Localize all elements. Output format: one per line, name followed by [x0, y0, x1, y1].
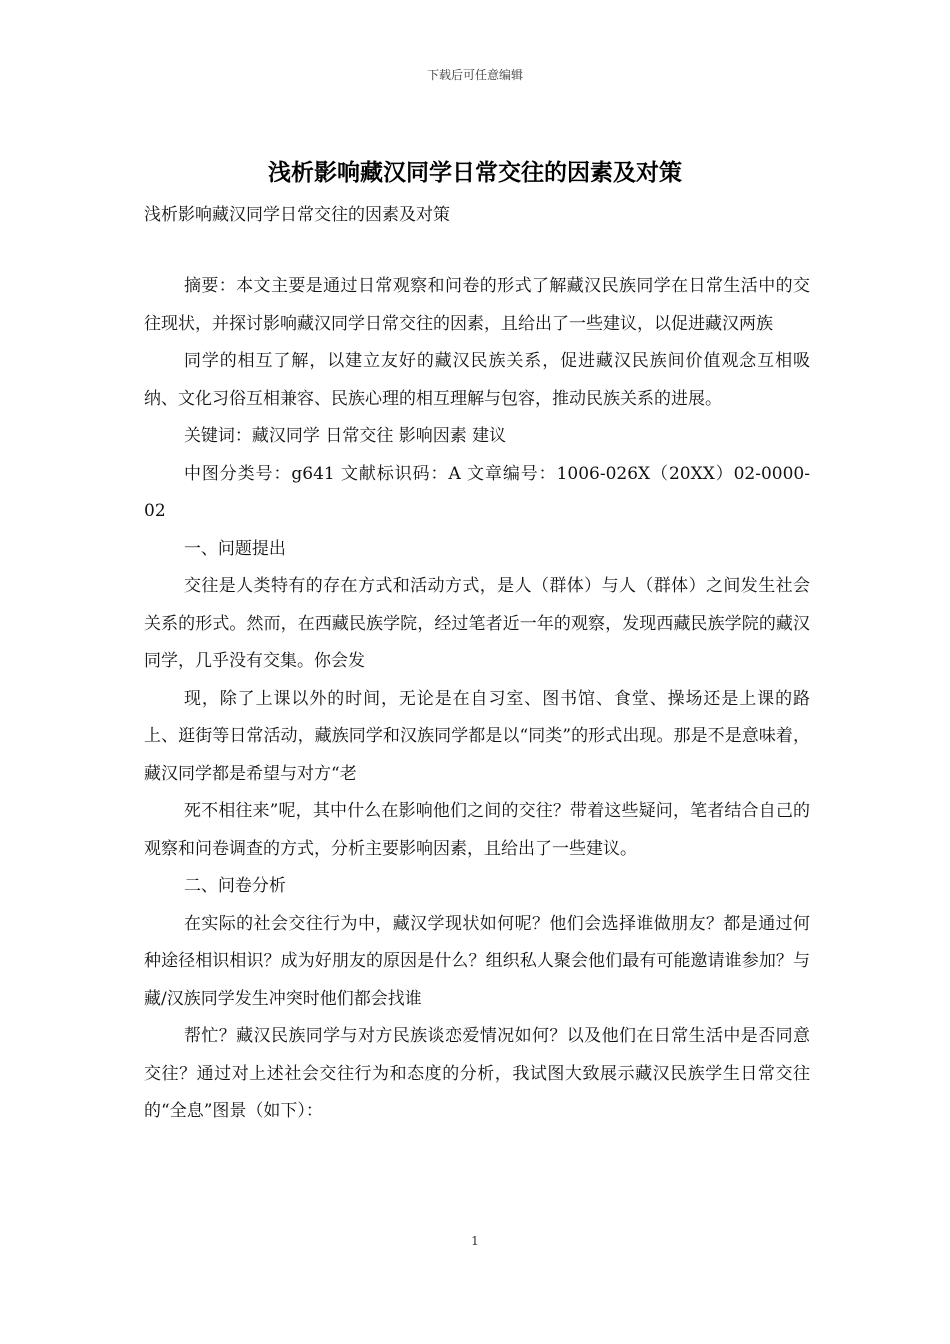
abstract-paragraph-1: 摘要：本文主要是通过日常观察和问卷的形式了解藏汉民族同学在日常生活中的交往现状，并探讨影响藏汉同学日常交往的因素，且给出了一些建议，以促进藏汉两族 — [144, 276, 810, 334]
section-1-paragraph-2: 现，除了上课以外的时间，无论是在自习室、图书馆、食堂、操场还是上课的路上、逛街等日常活动，藏族同学和汉族同学都是以“同类”的形式出现。那是不是意味着，藏汉同学都是希望与对方“老 — [144, 688, 810, 784]
section-heading-2: 二、问卷分析 — [183, 876, 286, 896]
section-2-paragraph-2: 帮忙？藏汉民族同学与对方民族谈恋爱情况如何？以及他们在日常生活中是否同意交往？通过对上述社会交往行为和态度的分析，我试图大致展示藏汉民族学生日常交往的“全息”图景（如下）： — [144, 1026, 810, 1121]
document-title: 浅析影响藏汉同学日常交往的因素及对策 — [268, 159, 682, 186]
section-1-paragraph-1: 交往是人类特有的存在方式和活动方式，是人（群体）与人（群体）之间发生社会关系的形式。然而，在西藏民族学院，经过笔者近一年的观察，发现西藏民族学院的藏汉同学，几乎没有交集。你会发 — [144, 576, 810, 671]
header-note: 下载后可任意编辑 — [426, 68, 523, 82]
document-subtitle: 浅析影响藏汉同学日常交往的因素及对策 — [144, 205, 450, 225]
section-2-paragraph-1: 在实际的社会交往行为中，藏汉学现状如何呢？他们会选择谁做朋友？都是通过何种途径相识相识？成为好朋友的原因是什么？组织私人聚会他们最有可能邀请谁参加？与藏/汉族同学发生冲突时他们都会找谁 — [144, 913, 810, 1009]
section-1-paragraph-3: 死不相往来”呢，其中什么在影响他们之间的交往？带着这些疑问，笔者结合自己的观察和问卷调查的方式，分析主要影响因素，且给出了一些建议。 — [144, 801, 810, 859]
keywords-line: 关键词：藏汉同学 日常交往 影响因素 建议 — [183, 426, 507, 446]
classification-line: 中图分类号：g641 文献标识码：A 文章编号：1006-026X（20XX）02-0000-02 — [144, 463, 810, 521]
document-body — [144, 268, 810, 1131]
section-heading-1: 一、问题提出 — [183, 538, 286, 559]
page-number: 1 — [471, 1234, 479, 1248]
abstract-paragraph-2: 同学的相互了解，以建立友好的藏汉民族关系，促进藏汉民族间价值观念互相吸纳、文化习俗互相兼容、民族心理的相互理解与包容，推动民族关系的进展。 — [144, 351, 810, 409]
